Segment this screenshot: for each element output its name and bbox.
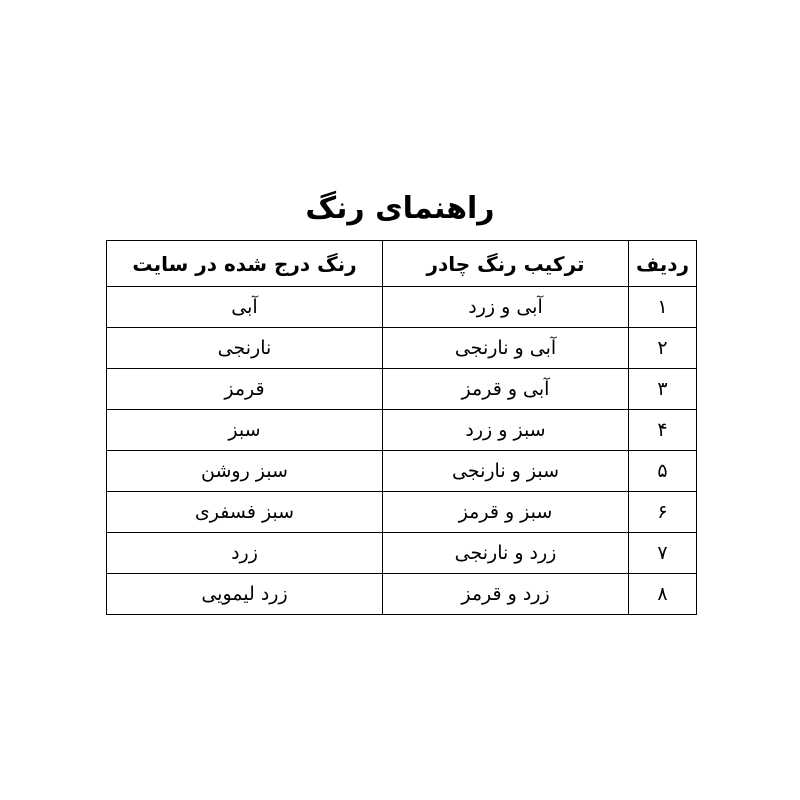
combo-cell: آبی و زرد	[383, 287, 629, 328]
site-color-cell: سبز	[107, 410, 383, 451]
row-number-cell: ۳	[629, 369, 697, 410]
table-row	[107, 410, 697, 451]
row-number-cell: ۲	[629, 328, 697, 369]
combo-cell: آبی و قرمز	[383, 369, 629, 410]
row-number-cell: ۶	[629, 492, 697, 533]
combo-cell: آبی و نارنجی	[383, 328, 629, 369]
site-color-cell: زرد لیمویی	[107, 574, 383, 615]
site-color-cell: سبز روشن	[107, 451, 383, 492]
combo-cell: زرد و قرمز	[383, 574, 629, 615]
header-site-color: رنگ درج شده در سایت	[107, 241, 383, 287]
table-row	[107, 328, 697, 369]
table-header-row	[107, 241, 697, 287]
site-color-cell: زرد	[107, 533, 383, 574]
row-number-cell: ۸	[629, 574, 697, 615]
row-number-cell: ۴	[629, 410, 697, 451]
table-row	[107, 287, 697, 328]
header-tent-color-combination: ترکیب رنگ چادر	[383, 241, 629, 287]
combo-cell: سبز و زرد	[383, 410, 629, 451]
site-color-cell: نارنجی	[107, 328, 383, 369]
combo-cell: سبز و نارنجی	[383, 451, 629, 492]
row-number-cell: ۵	[629, 451, 697, 492]
table-row	[107, 451, 697, 492]
header-row-number: ردیف	[629, 241, 697, 287]
site-color-cell: سبز فسفری	[107, 492, 383, 533]
table-row	[107, 369, 697, 410]
site-color-cell: آبی	[107, 287, 383, 328]
combo-cell: سبز و قرمز	[383, 492, 629, 533]
row-number-cell: ۱	[629, 287, 697, 328]
table-row	[107, 574, 697, 615]
site-color-cell: قرمز	[107, 369, 383, 410]
table-row	[107, 492, 697, 533]
table-row	[107, 533, 697, 574]
combo-cell: زرد و نارنجی	[383, 533, 629, 574]
color-guide-table	[106, 240, 697, 615]
page-title: راهنمای رنگ	[305, 191, 495, 226]
row-number-cell: ۷	[629, 533, 697, 574]
